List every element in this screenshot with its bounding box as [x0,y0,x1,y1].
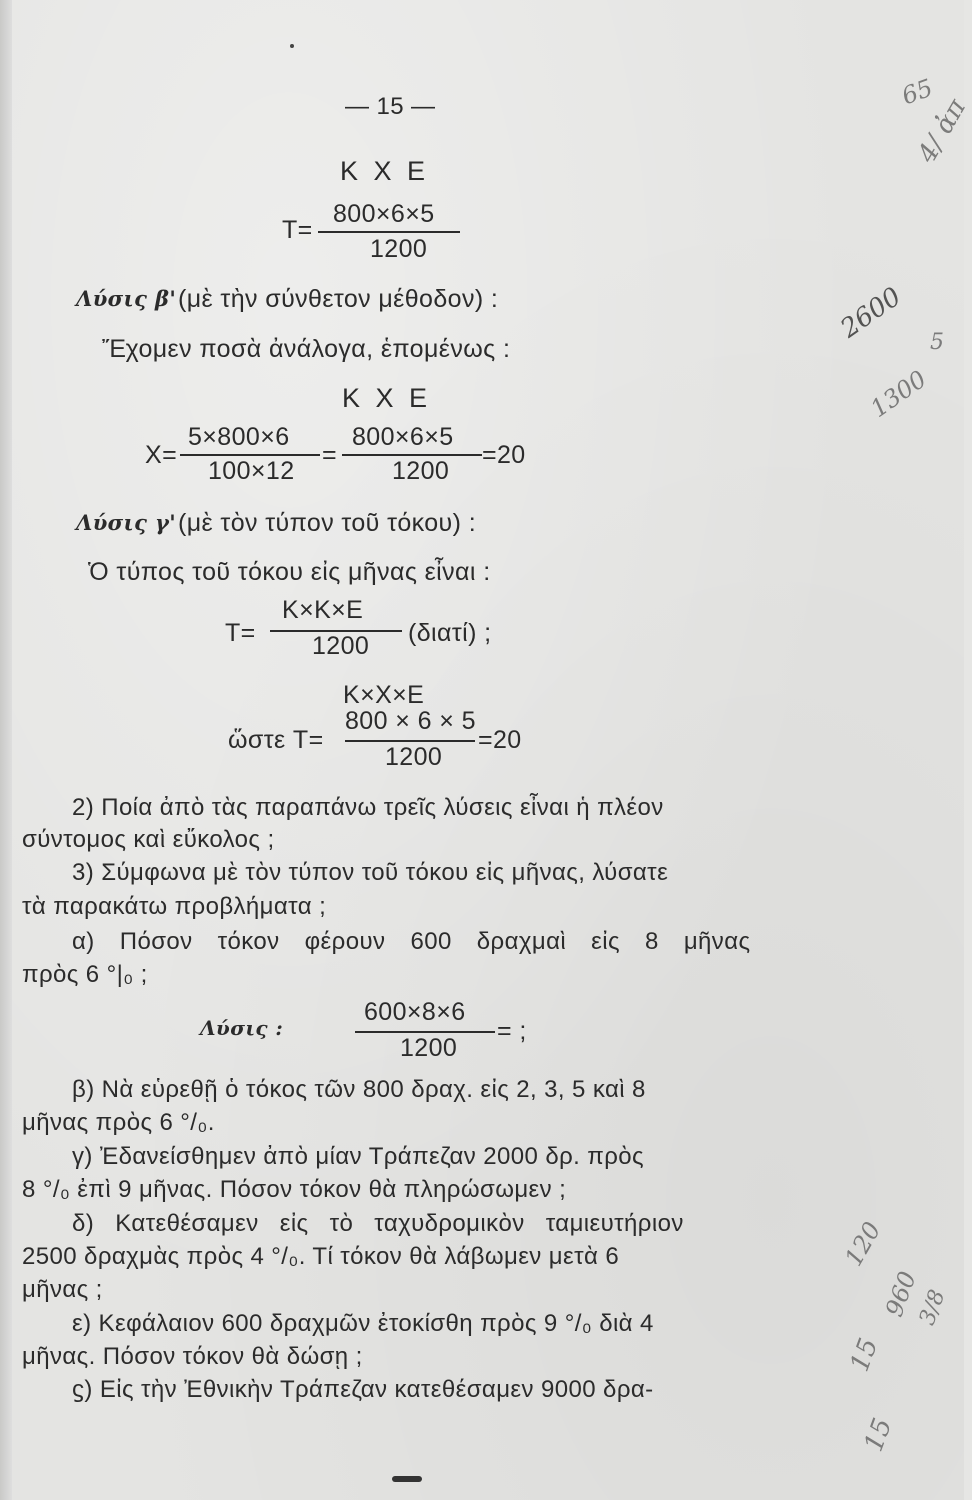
solution-b-den2: 1200 [392,457,450,485]
solution-c-line2: Ὁ τύπος τοῦ τόκου εἰς μῆνας εἶναι : [88,558,491,586]
speck-mark [290,44,294,48]
margin-note-mid-3: 1300 [865,365,932,423]
solution-c-lhs: T= [225,619,256,647]
question-2-line1: 2) Ποία ἀπὸ τὰς παραπάνω τρεῖς λύσεις εἶναι ἡ πλέον [72,794,664,821]
solution-c-header2: K×X×E [343,681,425,709]
solution-c-numerator2: 800 × 6 × 5 [345,707,476,735]
solution-b-line2: Ἔχομεν ποσὰ ἀνάλογα, ἑπομένως : [102,335,511,363]
problem-a-numerator: 600×8×6 [364,998,466,1026]
solution-c-numerator: K×K×E [282,596,364,624]
question-3-line1: 3) Σύμφωνα μὲ τὸν τύπον τοῦ τόκου εἰς μῆνας, λύσατε [72,859,669,886]
solution-b-label: Λύσις β' [76,286,177,311]
problem-e-line1: ε) Κεφάλαιον 600 δραχμῶν ἐτοκίσθη πρὸς 9 °/₀ διὰ 4 [72,1310,654,1337]
margin-note-low-4: 15 [844,1334,885,1376]
solution-b-lhs: X= [145,441,178,469]
solution-b-text: (μὲ τὴν σύνθετον μέθοδον) : [178,285,499,313]
bottom-ink-mark [392,1476,422,1482]
solution-b-fraction-bar-1 [180,454,320,456]
solution-c-lhs2: ὥστε T= [228,726,324,754]
solution-c-label: Λύσις γ' [76,510,177,535]
page-edge-shadow [0,0,12,1500]
question-2-line2: σύντομος καὶ εὔκολος ; [22,826,275,853]
margin-note-mid-1: 2600 [835,281,907,345]
solution-c-result2: =20 [478,726,522,754]
solution-b-num1: 5×800×6 [188,423,290,451]
solution-c-text: (μὲ τὸν τύπον τοῦ τόκου) : [178,509,477,537]
margin-note-low-5: 15 [858,1414,899,1456]
formula1-lhs: T= [282,216,313,244]
problem-a-denominator: 1200 [400,1034,458,1062]
problem-a-solution-label: Λύσις : [200,1016,284,1040]
solution-b-den1: 100×12 [208,457,295,485]
problem-e-line2: μῆνας. Πόσον τόκον θὰ δώσῃ ; [22,1343,363,1370]
formula1-numerator: 800×6×5 [333,200,435,228]
problem-c-line1: γ) Ἐδανείσθημεν ἀπὸ μίαν Τράπεζαν 2000 δρ. πρὸς [72,1143,644,1170]
problem-d-line1: δ) Κατεθέσαμεν εἰς τὸ ταχυδρομικὸν ταμιευτήριον [72,1210,684,1237]
solution-c-denominator2: 1200 [385,743,443,771]
formula1-fraction-bar [318,231,460,233]
solution-b-num2: 800×6×5 [352,423,454,451]
margin-note-top-right: 65 [898,73,937,111]
problem-d-line3: μῆνας ; [22,1276,103,1303]
problem-a-result: = ; [497,1017,527,1045]
solution-b-fraction-bar-2 [342,454,482,456]
margin-note-mid-2: 5 [930,330,944,355]
margin-note-low-3: 3/8 [914,1286,951,1329]
solution-b-header: K X E [342,383,432,413]
problem-f-line1: ϛ) Εἰς τὴν Ἐθνικὴν Τράπεζαν κατεθέσαμεν 9000 δρα- [72,1376,654,1403]
problem-b-line1: β) Νὰ εὑρεθῇ ὁ τόκος τῶν 800 δραχ. εἰς 2, 3, 5 καὶ 8 [72,1076,646,1103]
solution-c-denominator: 1200 [312,632,370,660]
question-3-line2: τὰ παρακάτω προβλήματα ; [22,893,327,920]
margin-note-low-1: 120 [839,1217,887,1271]
problem-d-line2: 2500 δραχμὰς πρὸς 4 °/₀. Τί τόκον θὰ λάβωμεν μετὰ 6 [22,1243,620,1270]
margin-note-top-right-2: 4/ ἀπ [912,93,972,169]
problem-a-line1: α) Πόσον τόκον φέρουν 600 δραχμαὶ εἰς 8 μῆνας [72,928,751,955]
problem-c-line2: 8 °/₀ ἐπὶ 9 μῆνας. Πόσον τόκον θὰ πληρώσωμεν ; [22,1176,567,1203]
problem-a-fraction-bar [355,1031,495,1033]
page-number: — 15 — [345,93,436,120]
formula1-header: K X E [340,156,430,186]
solution-c-fraction-bar-2 [345,740,475,742]
problem-a-line2: πρὸς 6 °|₀ ; [22,961,148,988]
solution-c-note: (διατί) ; [408,619,492,647]
formula1-denominator: 1200 [370,235,428,263]
margin-note-low-2: 960 [879,1267,922,1321]
solution-b-result: =20 [482,441,526,469]
problem-b-line2: μῆνας πρὸς 6 °/₀. [22,1109,215,1136]
solution-b-eq: = [322,441,337,469]
